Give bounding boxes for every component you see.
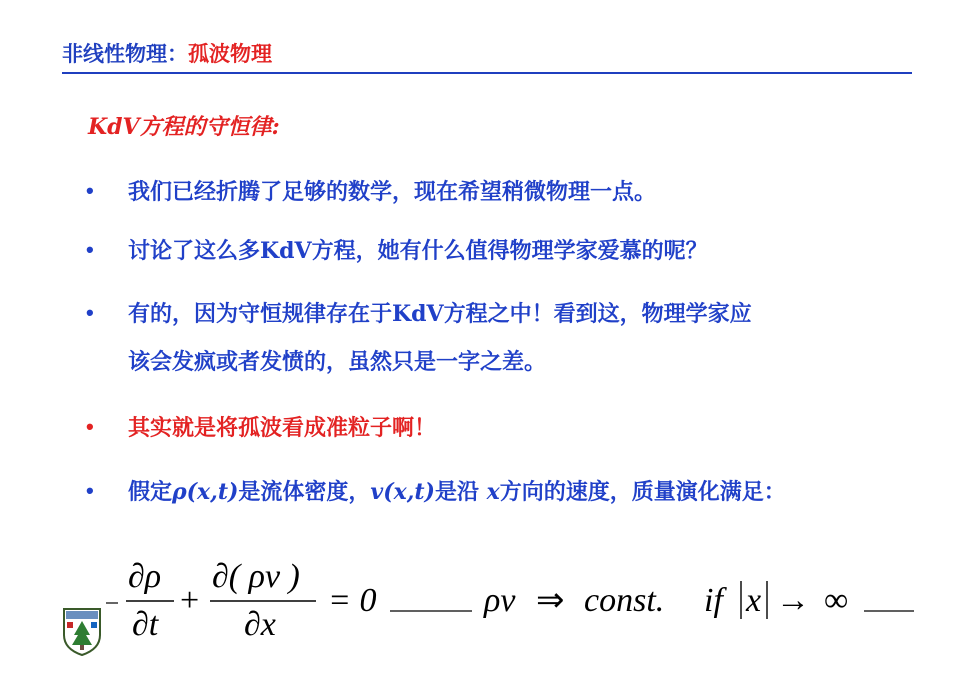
- bullet-text: 讨论了这么多KdV方程，她有什么值得物理学家爱慕的呢？: [128, 238, 708, 264]
- x-symbol: x: [486, 479, 500, 505]
- eq-implies: ⇒: [536, 582, 565, 619]
- eq-const: const.: [584, 582, 665, 619]
- eq-infinity: ∞: [824, 582, 849, 619]
- text-part: 方向的速度，质量演化满足：: [499, 479, 786, 505]
- bullet-text-line1: 有的，因为守恒规律存在于KdV方程之中！看到这，物理学家应: [128, 301, 752, 327]
- eq-den2: ∂x: [244, 606, 276, 643]
- eq-num1: ∂ρ: [128, 558, 162, 595]
- bullet-dot: •: [86, 178, 94, 203]
- continuity-equation: [100, 545, 920, 645]
- eq-equals-zero: = 0: [328, 582, 377, 619]
- bullet-dot: •: [86, 237, 94, 262]
- eq-arrow: →: [776, 582, 810, 619]
- text-part: 是流体密度，: [238, 479, 371, 505]
- eq-if: if: [704, 582, 723, 619]
- university-emblem-icon: [60, 605, 104, 657]
- slide-header: [62, 38, 272, 68]
- bullet-dot: •: [86, 414, 94, 439]
- eq-den1: ∂t: [132, 606, 159, 643]
- rho-symbol: ρ(x,t): [172, 479, 239, 505]
- v-symbol: v(x,t): [370, 479, 435, 505]
- eq-num2: ∂( ρv ): [212, 558, 300, 595]
- section-subtitle: KdV方程的守恒律:: [88, 114, 280, 140]
- bullet-text: 其实就是将孤波看成准粒子啊！: [128, 415, 437, 441]
- eq-plus: +: [180, 582, 200, 619]
- bullet-text: 我们已经折腾了足够的数学，现在希望稍微物理一点。: [128, 179, 657, 205]
- bullet-text: [128, 478, 786, 506]
- text-part: 假定: [128, 479, 173, 505]
- bullet-dot: •: [86, 478, 94, 503]
- text-part: 是沿: [434, 479, 487, 505]
- bullet-dot: •: [86, 300, 94, 325]
- header-accent: 孤波物理: [188, 41, 272, 66]
- header-rule: [62, 72, 912, 74]
- eq-rhov: ρv: [484, 582, 516, 619]
- header-prefix: 非线性物理：: [62, 41, 188, 66]
- bullet-text-line2: 该会发疯或者发愤的，虽然只是一字之差。: [128, 349, 547, 375]
- eq-abs-x: x: [746, 582, 762, 619]
